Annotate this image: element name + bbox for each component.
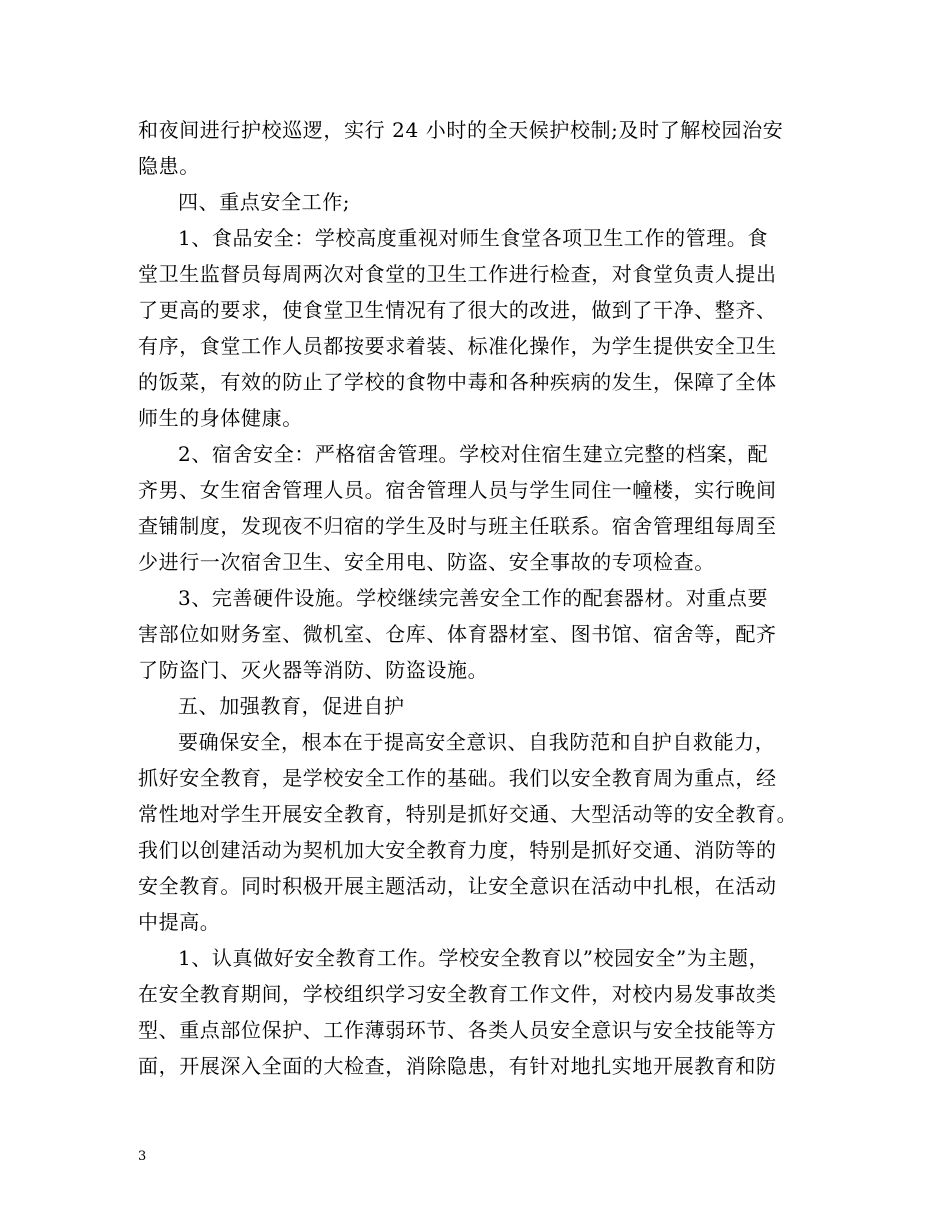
text-line: 抓好安全教育，是学校安全工作的基础。我们以安全教育周为重点，经	[138, 766, 777, 790]
text-line: 要确保安全，根本在于提高安全意识、自我防范和自护自救能力，	[178, 730, 776, 754]
text-line: 1、食品安全：学校高度重视对师生食堂各项卫生工作的管理。食	[178, 226, 769, 250]
text-line: 2、宿舍安全：严格宿舍管理。学校对住宿生建立完整的档案，配	[178, 442, 769, 466]
text-line: 有序，食堂工作人员都按要求着装、标准化操作，为学生提供安全卫生	[138, 334, 777, 358]
text-line: 四、重点安全工作;	[178, 190, 351, 214]
text-line: 中提高。	[138, 910, 221, 934]
text-line: 在安全教育期间，学校组织学习安全教育工作文件，对校内易发事故类	[138, 982, 777, 1006]
text-line: 常性地对学生开展安全教育，特别是抓好交通、大型活动等的安全教育。	[138, 802, 798, 826]
text-line: 和夜间进行护校巡逻，实行 24 小时的全天候护校制;及时了解校园治安	[138, 118, 784, 142]
text-line: 五、加强教育，促进自护	[178, 694, 405, 718]
text-line: 1、认真做好安全教育工作。学校安全教育以”校园安全”为主题，	[178, 946, 770, 970]
text-line: 查铺制度，发现夜不归宿的学生及时与班主任联系。宿舍管理组每周至	[138, 514, 777, 538]
text-line: 隐患。	[138, 154, 200, 178]
text-line: 的饭菜，有效的防止了学校的食物中毒和各种疾病的发生，保障了全体	[138, 370, 777, 394]
text-line: 了防盗门、灭火器等消防、防盗设施。	[138, 658, 489, 682]
page-number: 3	[138, 1149, 147, 1164]
text-line: 型、重点部位保护、工作薄弱环节、各类人员安全意识与安全技能等方	[138, 1018, 777, 1042]
text-line: 3、完善硬件设施。学校继续完善安全工作的配套器材。对重点要	[178, 586, 769, 610]
text-line: 师生的身体健康。	[138, 406, 303, 430]
document-body	[138, 112, 818, 1084]
text-line: 齐男、女生宿舍管理人员。宿舍管理人员与学生同住一幢楼，实行晚间	[138, 478, 777, 502]
text-line: 面，开展深入全面的大检查，消除隐患，有针对地扎实地开展教育和防	[138, 1054, 777, 1078]
text-line: 堂卫生监督员每周两次对食堂的卫生工作进行检查，对食堂负责人提出	[138, 262, 777, 286]
text-line: 少进行一次宿舍卫生、安全用电、防盗、安全事故的专项检查。	[138, 550, 715, 574]
text-line: 我们以创建活动为契机加大安全教育力度，特别是抓好交通、消防等的	[138, 838, 777, 862]
text-line: 了更高的要求，使食堂卫生情况有了很大的改进，做到了干净、整齐、	[138, 298, 777, 322]
text-line: 害部位如财务室、微机室、仓库、体育器材室、图书馆、宿舍等，配齐	[138, 622, 777, 646]
text-line: 安全教育。同时积极开展主题活动，让安全意识在活动中扎根，在活动	[138, 874, 777, 898]
